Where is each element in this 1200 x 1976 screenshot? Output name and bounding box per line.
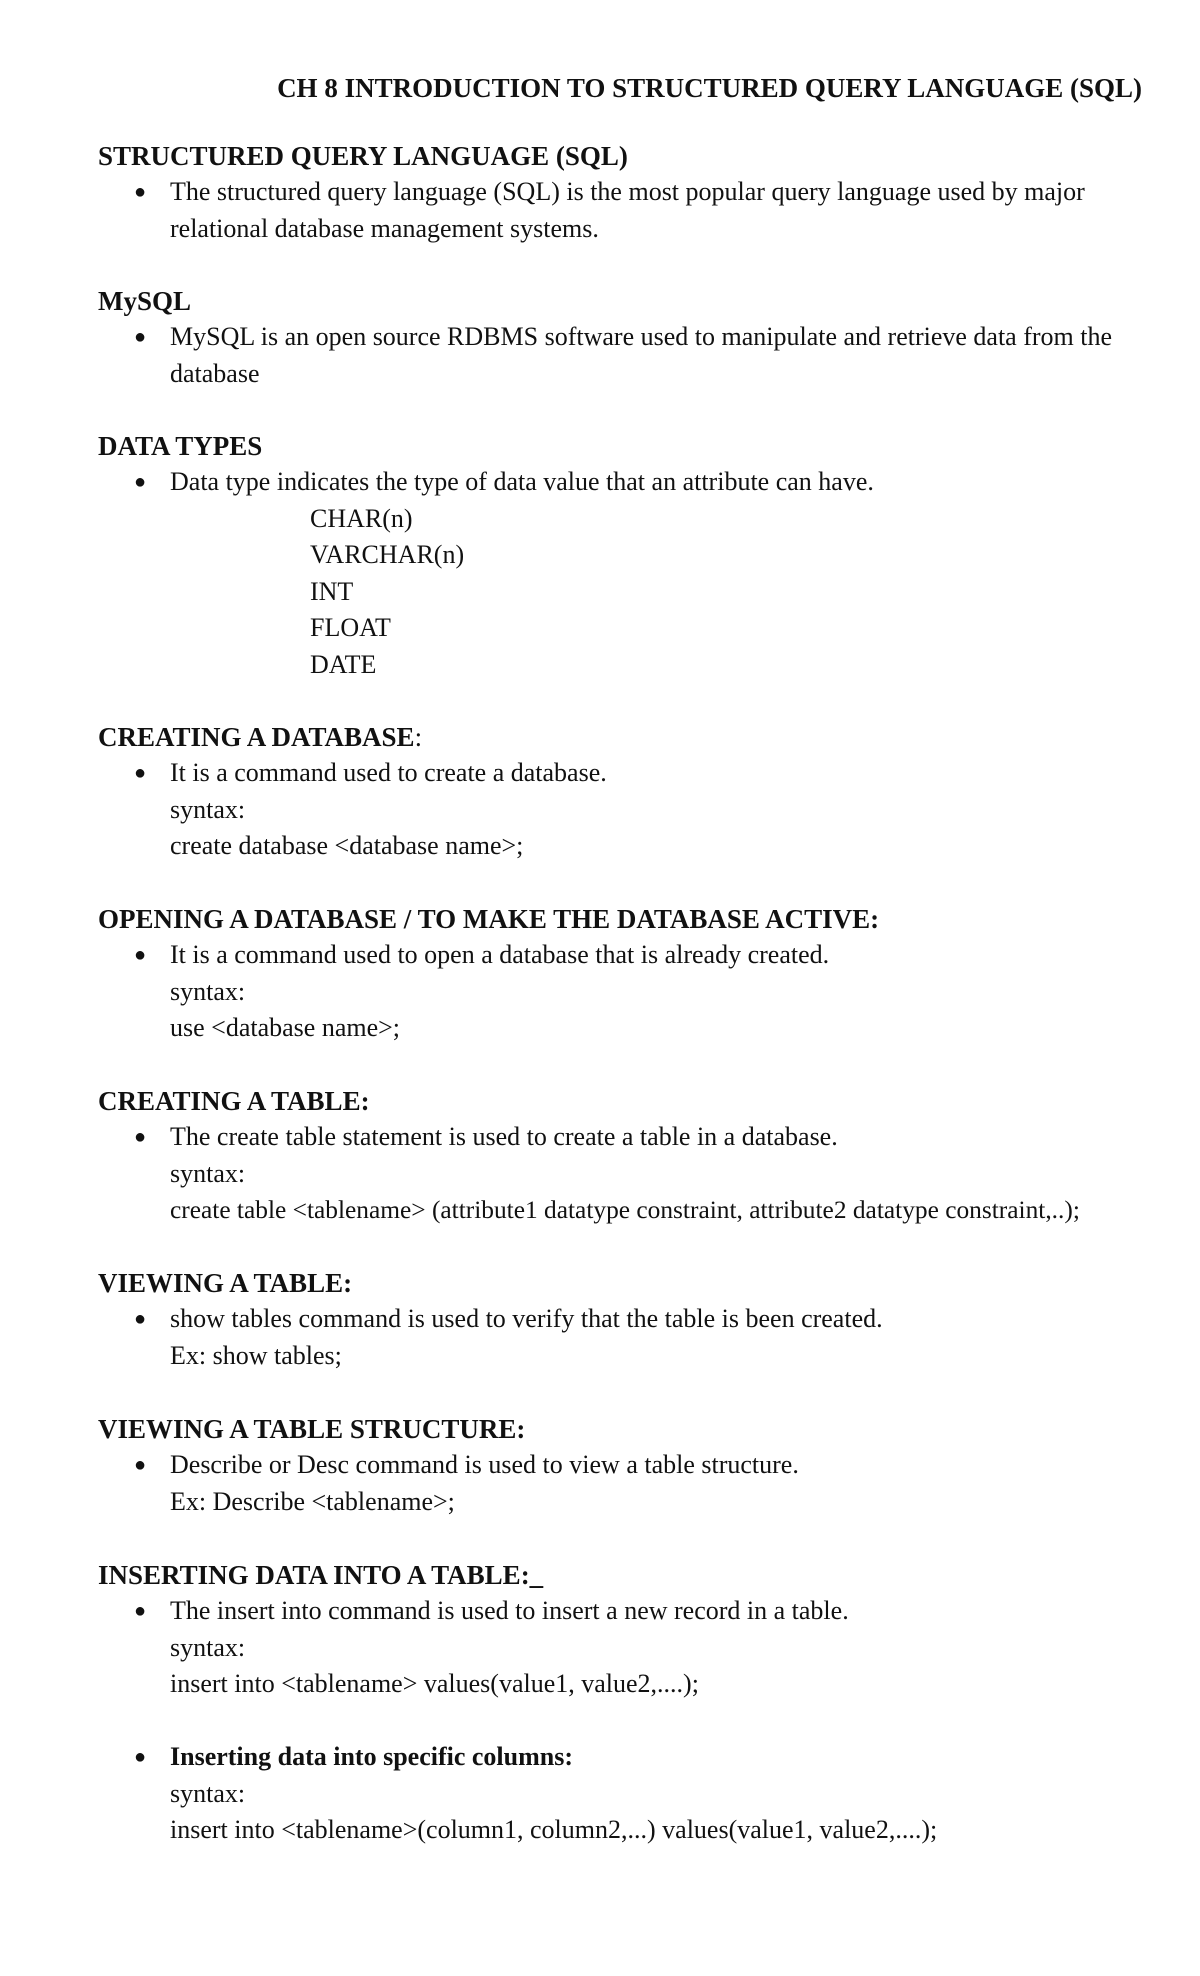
section-create-database	[98, 719, 1178, 865]
section-heading: DATA TYPES	[98, 431, 263, 461]
syntax-code: use <database name>;	[170, 1013, 401, 1042]
bullet-icon: ●	[134, 762, 147, 784]
spacer	[98, 1703, 1178, 1740]
list-item	[98, 755, 1178, 865]
bullet-icon: ●	[134, 471, 147, 493]
syntax-label: syntax:	[170, 1632, 246, 1662]
section-view-structure	[98, 1411, 1178, 1520]
section-heading-text: CREATING A DATABASE	[98, 722, 415, 752]
page-title: CH 8 INTRODUCTION TO STRUCTURED QUERY LANGUAGE (SQL)	[277, 73, 1142, 103]
section-heading: VIEWING A TABLE:	[98, 1268, 353, 1298]
data-type-item: CHAR(n)	[310, 503, 413, 533]
section-heading: VIEWING A TABLE STRUCTURE:	[98, 1414, 526, 1444]
section-view-table	[98, 1265, 1178, 1374]
bullet-text: The create table statement is used to create a table in a database.	[170, 1122, 838, 1151]
bullet-text: Data type indicates the type of data value that an attribute can have.	[170, 467, 874, 496]
data-type-list	[98, 501, 1178, 684]
syntax-code: create database <database name>;	[170, 831, 524, 860]
syntax-label: syntax:	[170, 794, 246, 824]
section-open-database	[98, 901, 1178, 1047]
bullet-icon: ●	[134, 181, 147, 203]
section-mysql	[98, 283, 1178, 392]
bullet-text: MySQL is an open source RDBMS software used to manipulate and retrieve data from the database	[170, 322, 1113, 388]
bullet-text: show tables command is used to verify that the table is been created.	[170, 1304, 883, 1333]
data-type-item: DATE	[310, 649, 377, 679]
list-item	[98, 937, 1178, 1047]
heading-colon: :	[414, 722, 423, 752]
bullet-icon: ●	[134, 1746, 147, 1768]
bullet-icon: ●	[134, 326, 147, 348]
bullet-icon: ●	[134, 1308, 147, 1330]
list-item	[98, 1301, 1178, 1374]
example-code: Ex: show tables;	[170, 1340, 342, 1370]
bullet-text: The structured query language (SQL) is the most popular query language used by major relational database management systems.	[170, 177, 1085, 243]
syntax-code: insert into <tablename>(column1, column2,...) values(value1, value2,....);	[170, 1815, 938, 1844]
section-heading: CREATING A TABLE:	[98, 1086, 370, 1116]
syntax-label: syntax:	[170, 1158, 246, 1188]
section-create-table	[98, 1083, 1178, 1229]
section-data-types	[98, 428, 1178, 683]
bullet-icon: ●	[134, 1126, 147, 1148]
list-item	[98, 174, 1178, 247]
example-code: Ex: Describe <tablename>;	[170, 1486, 455, 1516]
list-item	[98, 1593, 1178, 1703]
bullet-text: Describe or Desc command is used to view a table structure.	[170, 1450, 799, 1479]
section-sql	[98, 138, 1178, 247]
data-type-item: VARCHAR(n)	[310, 540, 465, 569]
list-item	[98, 1739, 1178, 1849]
syntax-label: syntax:	[170, 1778, 246, 1808]
syntax-label: syntax:	[170, 976, 246, 1006]
list-item	[98, 464, 1178, 501]
section-heading: OPENING A DATABASE / TO MAKE THE DATABASE ACTIVE:	[98, 904, 880, 934]
section-insert	[98, 1557, 1178, 1849]
bullet-text: It is a command used to open a database that is already created.	[170, 940, 830, 969]
section-heading: STRUCTURED QUERY LANGUAGE (SQL)	[98, 141, 628, 171]
section-heading: MySQL	[98, 286, 192, 316]
section-heading: INSERTING DATA INTO A TABLE:_	[98, 1560, 544, 1590]
syntax-code: create table <tablename> (attribute1 datatype constraint, attribute2 datatype constraint,..);	[170, 1196, 1080, 1224]
list-item	[98, 319, 1178, 392]
section-heading	[98, 719, 1178, 755]
sub-bullet-text: Inserting data into specific columns:	[170, 1742, 573, 1771]
bullet-icon: ●	[134, 944, 147, 966]
data-type-item: INT	[310, 576, 354, 606]
bullet-text: The insert into command is used to insert a new record in a table.	[170, 1596, 849, 1625]
data-type-item: FLOAT	[310, 613, 391, 642]
bullet-text: It is a command used to create a database.	[170, 758, 607, 787]
bullet-icon: ●	[134, 1454, 147, 1476]
syntax-code: insert into <tablename> values(value1, value2,....);	[170, 1669, 699, 1698]
list-item	[98, 1119, 1178, 1229]
bullet-icon: ●	[134, 1600, 147, 1622]
list-item	[98, 1447, 1178, 1520]
